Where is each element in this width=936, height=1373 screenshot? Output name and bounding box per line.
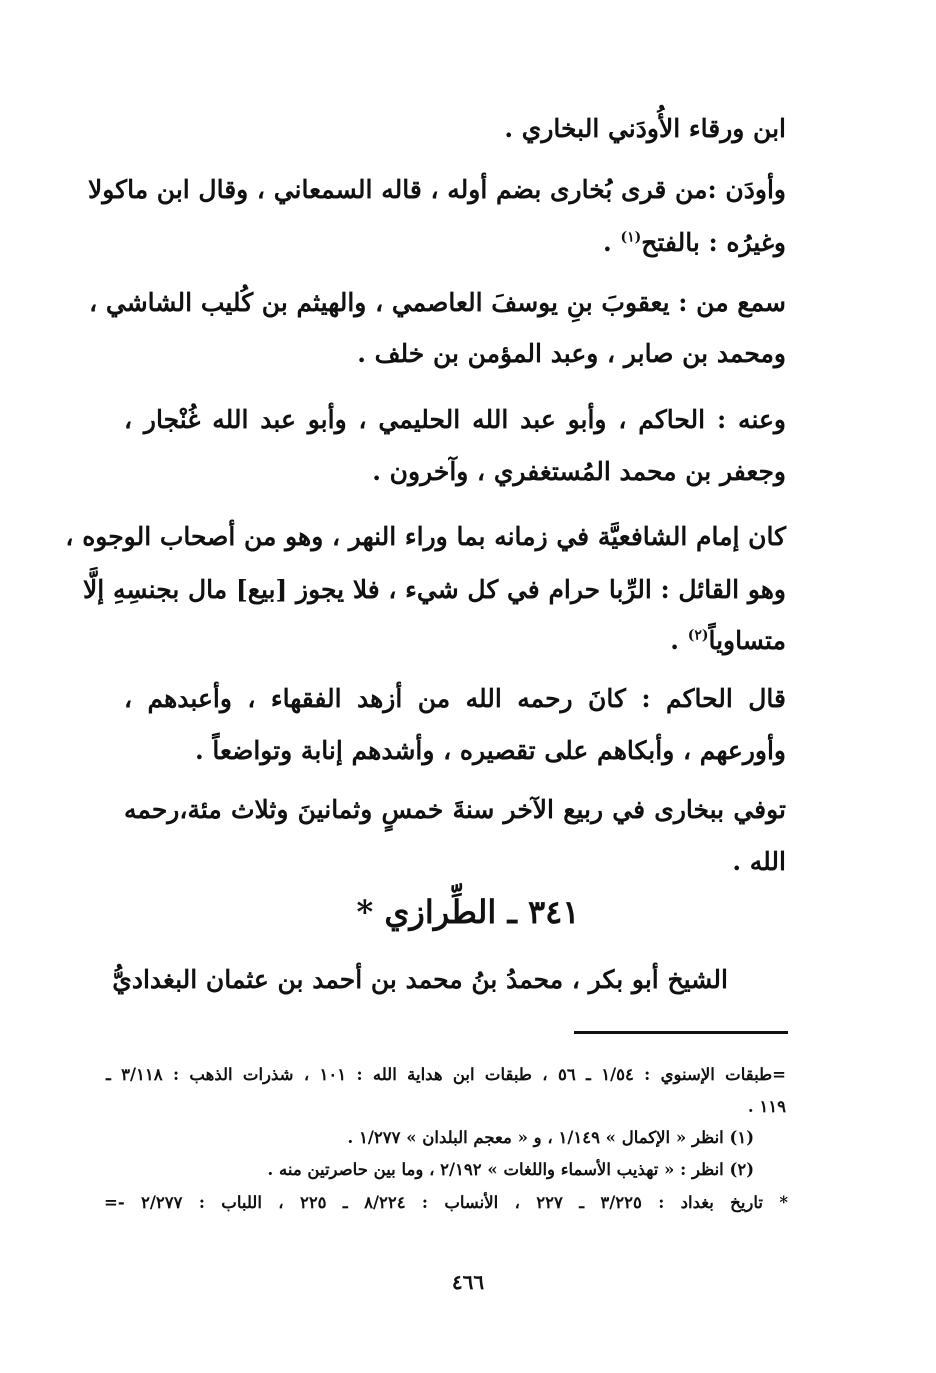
page-number: ٤٦٦ <box>451 1270 485 1294</box>
text-line: توفي ببخارى في ربيع الآخر سنةَ خمسٍ وثمانينَ وثلاث مئة،رحمه <box>124 795 786 824</box>
text-line: الشيخ أبو بكر ، محمدُ بنُ محمد بن أحمد بن عثمان البغداديُّ <box>112 965 728 994</box>
text-span: وغيرُه : بالفتح <box>641 228 786 257</box>
text-line <box>603 230 786 255</box>
footnote-divider <box>574 1031 788 1034</box>
text-line: وأورعهم ، وأبكاهم على تقصيره ، وأشدهم إنابة وتواضعاً . <box>195 736 786 765</box>
text-line: الله . <box>732 847 786 876</box>
text-line: ومحمد بن صابر ، وعبد المؤمن بن خلف . <box>357 339 786 368</box>
footnote-line: =طبقات الإسنوي : ١/٥٤ ـ ٥٦ ، طبقات ابن هداية الله : ١٠١ ، شذرات الذهب : ٣/١١٨ ـ <box>106 1065 787 1084</box>
text-span: . <box>670 626 688 655</box>
text-line: قال الحاكم : كانَ رحمه الله من أزهد الفقهاء ، وأعبدهم ، <box>124 684 786 713</box>
footnote-ref: (٢) <box>687 627 709 644</box>
entry-heading: ٣٤١ ـ الطِّرازي * <box>356 893 580 931</box>
text-line: وعنه : الحاكم ، وأبو عبد الله الحليمي ، وأبو عبد الله غُنْجار ، <box>124 405 786 434</box>
footnote-ref: (١) <box>620 229 642 246</box>
text-span: . <box>603 228 621 257</box>
text-line: ابن ورقاء الأُودَني البخاري . <box>504 114 786 143</box>
text-line: وأودَن :من قرى بُخارى بضم أوله ، قاله السمعاني ، وقال ابن ماكولا <box>88 175 786 204</box>
footnote-2: (٢) انظر : « تهذيب الأسماء واللغات » ٢/١٩٢ ، وما بين حاصرتين منه . <box>267 1160 754 1179</box>
text-line: كان إمام الشافعيَّة في زمانه بما وراء النهر ، وهو من أصحاب الوجوه ، <box>65 522 786 551</box>
footnote-line: ١١٩ . <box>747 1097 786 1116</box>
footnote-1: (١) انظر « الإكمال » ١/١٤٩ ، و « معجم البلدان » ١/٢٧٧ . <box>347 1128 754 1147</box>
footnote-source: * تاريخ بغداد : ٣/٢٢٥ ـ ٢٢٧ ، الأنساب : ٨/٢٢٤ ـ ٢٢٥ ، اللباب : ٢/٢٧٧ -= <box>104 1193 788 1212</box>
text-line: وهو القائل : الرِّبا حرام في كل شيء ، فلا يجوز [بيع] مال بجنسِهِ إلَّا <box>83 575 786 604</box>
text-line: وجعفر بن محمد المُستغفري ، وآخرون . <box>372 457 786 486</box>
text-line: سمع من : يعقوبَ بنِ يوسفَ العاصمي ، والهيثم بن كُليب الشاشي ، <box>89 288 786 317</box>
text-span: متساوياً <box>708 626 786 655</box>
text-line <box>670 628 786 653</box>
